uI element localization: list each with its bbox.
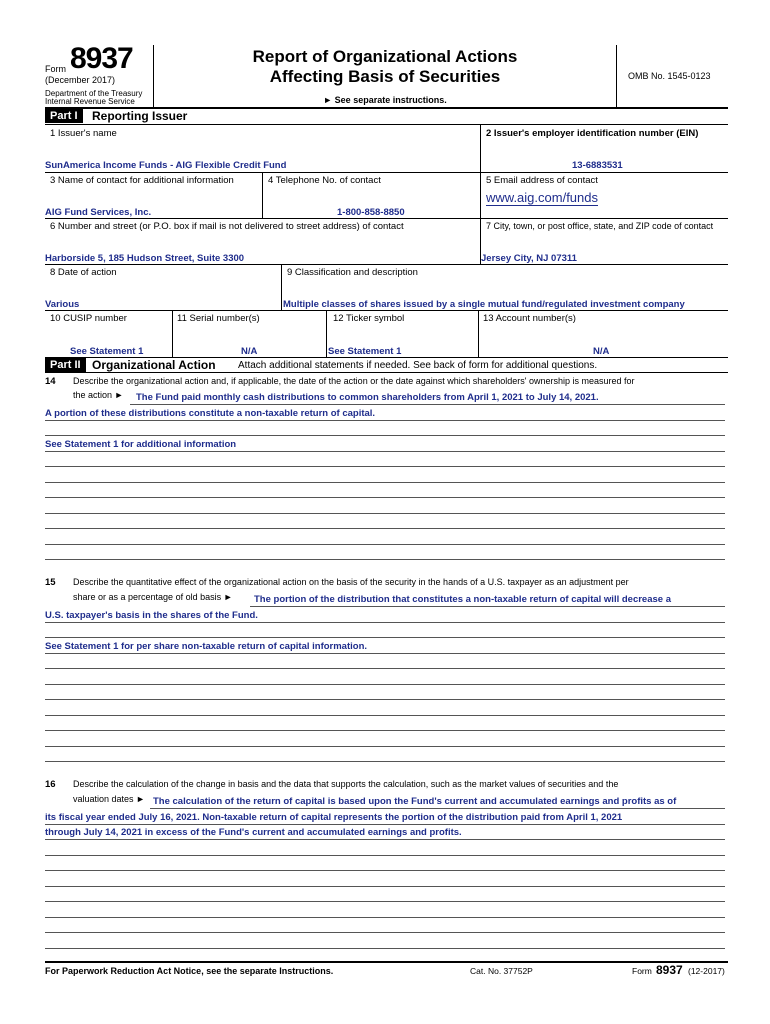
account-value[interactable]: N/A [593, 346, 610, 357]
answer-line [45, 668, 725, 669]
department-line-1: Department of the Treasury [45, 89, 143, 98]
issuer-ein-label: 2 Issuer's employer identification number (EIN) [486, 128, 699, 139]
answer-line [45, 544, 725, 545]
city-label: 7 City, town, or post office, state, and ZIP code of contact [486, 221, 714, 231]
issuer-ein-value[interactable]: 13-6883531 [572, 160, 623, 171]
form-title [154, 47, 616, 87]
answer-line [45, 746, 725, 747]
contact-phone-value[interactable]: 1-800-858-8850 [337, 207, 405, 218]
answer-line [45, 839, 725, 840]
answer-line [45, 684, 725, 685]
city-value[interactable]: Jersey City, NJ 07311 [481, 253, 577, 264]
cusip-label: 10 CUSIP number [50, 313, 127, 324]
q16-lead: valuation dates ► [73, 794, 145, 804]
answer-line [45, 932, 725, 933]
classification-value[interactable]: Multiple classes of shares issued by a single mutual fund/regulated investment company [283, 299, 685, 310]
street-label: 6 Number and street (or P.O. box if mail is not delivered to street address) of contact [50, 221, 404, 232]
answer-line [45, 653, 725, 654]
answer-line [45, 466, 725, 467]
row-1-rule [45, 172, 728, 173]
q15-answer-line-3[interactable]: See Statement 1 for per share non-taxable return of capital information. [45, 641, 368, 652]
row-2-rule [45, 218, 728, 219]
footer-form-number: 8937 [656, 963, 683, 977]
q15-number: 15 [45, 577, 56, 588]
part-2-title-rule [45, 372, 728, 373]
answer-line [45, 528, 725, 529]
answer-line [45, 730, 725, 731]
answer-line [45, 870, 725, 871]
answer-line [130, 404, 725, 405]
contact-phone-label: 4 Telephone No. of contact [268, 175, 381, 186]
answer-line [45, 622, 725, 623]
answer-line [250, 606, 725, 607]
issuer-name-value[interactable]: SunAmerica Income Funds - AIG Flexible Credit Fund [45, 160, 287, 171]
row-5-col-divider-1 [172, 310, 173, 357]
form-title-line-1: Report of Organizational Actions [252, 47, 518, 66]
answer-line [45, 482, 725, 483]
answer-line [45, 886, 725, 887]
part-2-title: Organizational Action [92, 358, 216, 372]
answer-line [45, 715, 725, 716]
q15-answer-line-2[interactable]: U.S. taxpayer's basis in the shares of the Fund. [45, 610, 258, 621]
part-1-col-divider [480, 124, 481, 264]
row-5-col-divider-3 [478, 310, 479, 357]
row-4-col-divider [281, 264, 282, 310]
answer-line [45, 513, 725, 514]
q16-answer-line-2[interactable]: its fiscal year ended July 16, 2021. Non-taxable return of capital represents the portion of the distribution paid from April 1, 2021 [45, 812, 623, 823]
date-of-action-label: 8 Date of action [50, 267, 117, 278]
serial-value[interactable]: N/A [241, 346, 258, 357]
catalog-number: Cat. No. 37752P [470, 966, 533, 976]
part-2-subtitle: Attach additional statements if needed. See back of form for additional questions. [238, 360, 598, 371]
separate-instructions: ► See separate instructions. [323, 95, 447, 105]
row-3-rule [45, 264, 728, 265]
header-divider-right [616, 45, 617, 107]
q16-question: Describe the calculation of the change in basis and the data that supports the calculation, such as the market values of securities and the [73, 779, 619, 789]
answer-line [45, 559, 725, 560]
q16-number: 16 [45, 779, 56, 790]
part-2-label: Part II [45, 358, 86, 372]
part-1-title-rule [45, 124, 728, 125]
form-word: Form [45, 64, 66, 74]
ticker-label: 12 Ticker symbol [333, 313, 405, 324]
form-title-line-2: Affecting Basis of Securities [269, 67, 501, 86]
answer-line [45, 637, 725, 638]
part-1-label: Part I [45, 109, 83, 123]
classification-label: 9 Classification and description [287, 267, 418, 278]
q15-lead: share or as a percentage of old basis ► [73, 592, 233, 602]
q15-question: Describe the quantitative effect of the organizational action on the basis of the security in the hands of a U.S. taxpayer as an adjustment per [73, 577, 629, 587]
q14-answer-line-3[interactable]: See Statement 1 for additional information [45, 439, 237, 450]
contact-email-label: 5 Email address of contact [486, 175, 598, 186]
row-2-col-divider [262, 172, 263, 218]
answer-line [45, 497, 725, 498]
cusip-value[interactable]: See Statement 1 [70, 346, 144, 357]
answer-line [45, 901, 725, 902]
footer-revision: (12-2017) [688, 966, 725, 976]
answer-line [45, 824, 725, 825]
answer-line [150, 808, 725, 809]
q16-answer-line-1[interactable]: The calculation of the return of capital is based upon the Fund's current and accumulated earnings and profits as of [153, 796, 677, 807]
department-line-2: Internal Revenue Service [45, 97, 135, 106]
footer-rule [45, 961, 728, 963]
q14-number: 14 [45, 376, 56, 387]
issuer-name-label: 1 Issuer's name [50, 128, 117, 139]
street-value[interactable]: Harborside 5, 185 Hudson Street, Suite 3300 [45, 253, 245, 264]
account-label: 13 Account number(s) [483, 313, 576, 324]
answer-line [45, 761, 725, 762]
q14-question: Describe the organizational action and, if applicable, the date of the action or the date against which shareholders' ownership is measured for [73, 376, 635, 386]
q14-answer-line-1[interactable]: The Fund paid monthly cash distributions to common shareholders from April 1, 2021 to July 14, 2021. [136, 392, 599, 403]
omb-number: OMB No. 1545-0123 [628, 71, 711, 81]
answer-line [45, 435, 725, 436]
contact-name-label: 3 Name of contact for additional information [50, 175, 234, 186]
answer-line [45, 699, 725, 700]
q14-answer-line-2[interactable]: A portion of these distributions constitute a non-taxable return of capital. [45, 408, 376, 419]
contact-email-value[interactable]: www.aig.com/funds [486, 190, 598, 205]
answer-line [45, 917, 725, 918]
answer-line [45, 420, 725, 421]
paperwork-notice: For Paperwork Reduction Act Notice, see the separate Instructions. [45, 966, 334, 976]
contact-name-value[interactable]: AIG Fund Services, Inc. [45, 207, 152, 218]
serial-label: 11 Serial number(s) [177, 313, 260, 324]
answer-line [45, 855, 725, 856]
q16-answer-line-3[interactable]: through July 14, 2021 in excess of the Fund's current and accumulated earnings and profits. [45, 827, 462, 838]
form-revision: (December 2017) [45, 75, 116, 85]
footer-form-word: Form [632, 966, 652, 976]
ticker-value[interactable]: See Statement 1 [328, 346, 402, 357]
answer-line [45, 451, 725, 452]
row-4-rule [45, 310, 728, 311]
q15-answer-line-1[interactable]: The portion of the distribution that constitutes a non-taxable return of capital will decrease a [254, 594, 671, 605]
form-number: 8937 [70, 42, 133, 75]
row-5-col-divider-2 [326, 310, 327, 357]
q14-lead: the action ► [73, 390, 124, 400]
answer-line [45, 948, 725, 949]
part-1-title: Reporting Issuer [92, 109, 188, 123]
date-of-action-value[interactable]: Various [45, 299, 80, 310]
